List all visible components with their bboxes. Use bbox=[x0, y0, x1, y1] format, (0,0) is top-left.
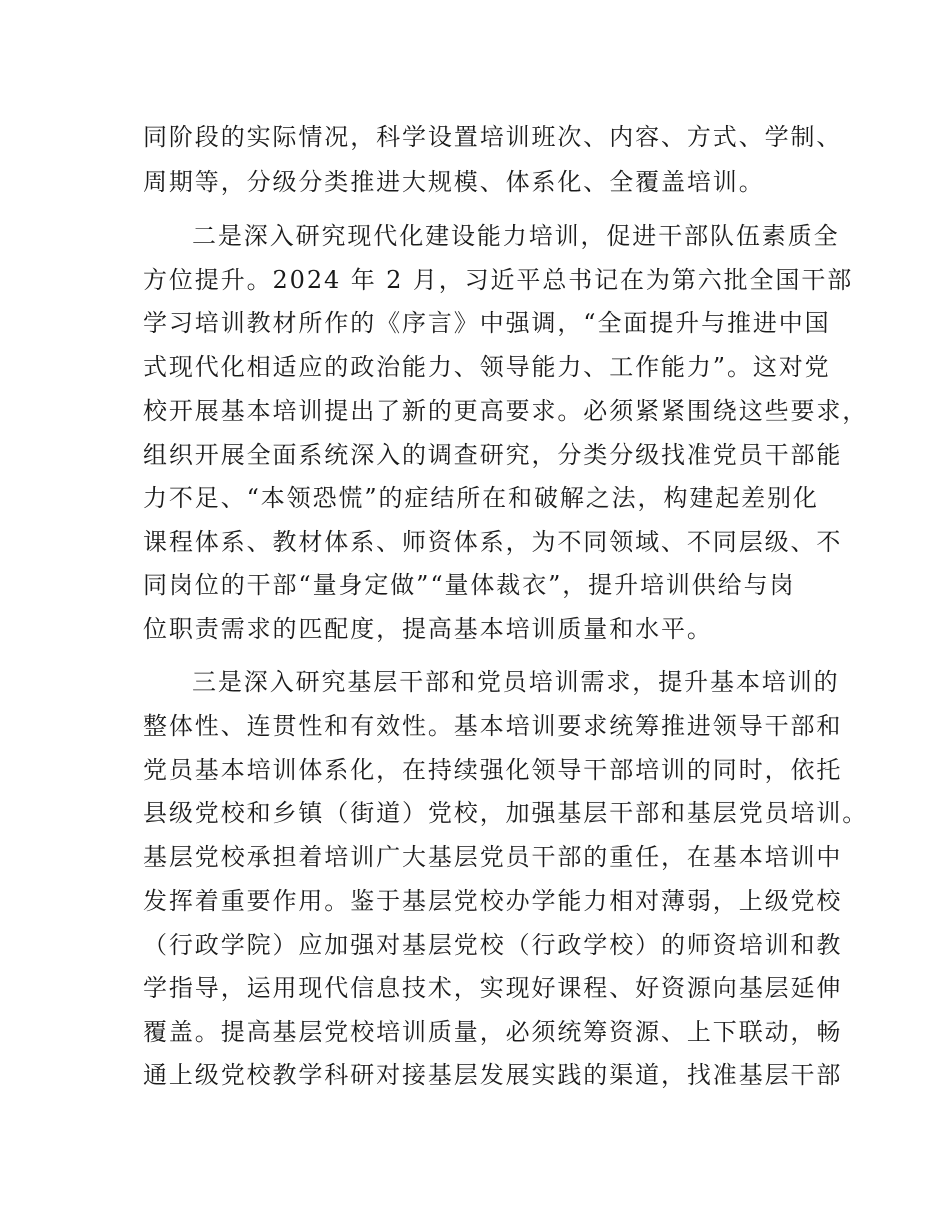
text-line: 覆盖。提高基层党校培训质量，必须统筹资源、上下联动，畅 bbox=[143, 1018, 843, 1046]
text-line: 党员基本培训体系化，在持续强化领导干部培训的同时，依托 bbox=[143, 756, 843, 784]
text-line: 同阶段的实际情况，科学设置培训班次、内容、方式、学制、 bbox=[143, 123, 843, 151]
text-line: 式现代化相适应的政治能力、领导能力、工作能力”。这对党 bbox=[143, 353, 831, 381]
text-line: 整体性、连贯性和有效性。基本培训要求统筹推进领导干部和 bbox=[143, 712, 843, 740]
text-line: 组织开展全面系统深入的调查研究，分类分级找准党员干部能 bbox=[143, 441, 843, 469]
text-line: 县级党校和乡镇（街道）党校，加强基层干部和基层党员培训。 bbox=[143, 799, 869, 827]
text-line: 位职责需求的匹配度，提高基本培训质量和水平。 bbox=[143, 615, 713, 643]
paragraph-start-line: 二是深入研究现代化建设能力培训，促进干部队伍素质全 bbox=[192, 222, 840, 250]
text-line: 周期等，分级分类推进大规模、体系化、全覆盖培训。 bbox=[143, 168, 765, 196]
text-line: 学习培训教材所作的《序言》中强调，“全面提升与推进中国 bbox=[143, 309, 831, 337]
text-line: 校开展基本培训提出了新的更高要求。必须紧紧围绕这些要求， bbox=[143, 397, 869, 425]
paragraph-start-line: 三是深入研究基层干部和党员培训需求，提升基本培训的 bbox=[192, 668, 840, 696]
text-line: 课程体系、教材体系、师资体系，为不同领域、不同层级、不 bbox=[143, 528, 843, 556]
text-line: 基层党校承担着培训广大基层党员干部的重任，在基本培训中 bbox=[143, 843, 843, 871]
text-line: 通上级党校教学科研对接基层发展实践的渠道，找准基层干部 bbox=[143, 1061, 843, 1089]
text-line: 力不足、“本领恐慌”的症结所在和破解之法，构建起差别化 bbox=[143, 484, 819, 512]
text-line: 学指导，运用现代信息技术，实现好课程、好资源向基层延伸 bbox=[143, 974, 843, 1002]
text-line: （行政学院）应加强对基层党校（行政学校）的师资培训和教 bbox=[143, 931, 843, 959]
text-line: 同岗位的干部“量身定做”“量体裁衣”，提升培训供给与岗 bbox=[143, 571, 796, 599]
text-line: 发挥着重要作用。鉴于基层党校办学能力相对薄弱，上级党校 bbox=[143, 887, 843, 915]
text-line: 方位提升。2024 年 2 月，习近平总书记在为第六批全国干部 bbox=[143, 266, 854, 294]
